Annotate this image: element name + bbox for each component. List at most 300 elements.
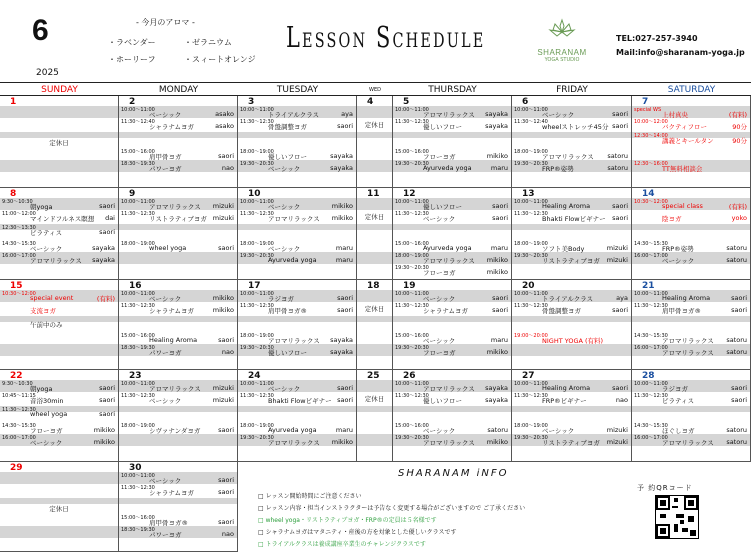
class-name: Healing Aroma [542, 202, 591, 210]
day-header-tuesday: TUESDAY [238, 82, 357, 96]
class-time: 18:00〜19:00 [514, 423, 548, 429]
instructor-name: sayaka [92, 256, 115, 264]
instructor-name: sayaka [485, 396, 508, 404]
day-cell[interactable] [632, 370, 751, 462]
class-entry[interactable] [0, 242, 118, 252]
class-name: ベーシック [149, 477, 182, 485]
qr-label: 予 約QRコード [637, 484, 693, 492]
class-name: アロマリラックス [662, 349, 714, 357]
instructor-name: mikiko [331, 438, 353, 446]
class-time: 11:30〜12:30 [395, 393, 429, 399]
class-entry[interactable] [512, 242, 631, 252]
class-time: 14:30〜15:30 [2, 423, 36, 429]
class-time: 10:00〜11:00 [121, 107, 155, 113]
day-cell[interactable] [393, 188, 512, 280]
date-number: 19 [403, 281, 416, 291]
class-time: 10:00〜11:00 [634, 291, 668, 297]
class-time: 10:00〜11:00 [240, 199, 274, 205]
row-band [357, 434, 392, 446]
day-cell[interactable] [512, 96, 632, 188]
class-entry[interactable] [393, 424, 511, 434]
class-time: 10:00〜11:00 [634, 381, 668, 387]
class-entry[interactable] [238, 436, 356, 446]
class-entry[interactable] [393, 162, 511, 172]
class-time: 10:00〜11:00 [240, 291, 274, 297]
closed-label: 定休日 [364, 213, 385, 221]
row-band [119, 224, 237, 230]
lotus-icon [547, 18, 577, 42]
row-band [357, 290, 392, 302]
day-cell[interactable] [393, 370, 512, 462]
class-entry[interactable] [512, 424, 631, 434]
class-name: Bhakti Flowビギナー [268, 397, 332, 405]
class-entry[interactable] [632, 242, 750, 252]
instructor-name: saori [731, 306, 747, 314]
day-cell[interactable] [0, 370, 119, 462]
logo-name: SHARANAM [537, 48, 587, 57]
day-cell[interactable] [357, 188, 393, 280]
class-time: 11:30〜12:30 [121, 485, 155, 491]
instructor-name: saori [218, 488, 234, 496]
row-band [393, 132, 511, 138]
class-entry[interactable] [238, 346, 356, 356]
instructor-name: saori [99, 228, 115, 236]
day-cell[interactable] [357, 96, 393, 188]
mail-link[interactable]: Mail:info@sharanam-yoga.jp [616, 48, 745, 57]
class-name: ベーシック [268, 245, 301, 253]
class-entry[interactable] [512, 162, 631, 172]
class-entry[interactable] [0, 254, 118, 264]
date-number: 28 [642, 371, 655, 381]
instructor-name: satoru [726, 438, 747, 446]
date-number: 4 [367, 97, 374, 107]
day-cell[interactable] [238, 370, 357, 462]
instructor-name: saori [612, 306, 628, 314]
class-time: 15:00〜16:00 [121, 515, 155, 521]
class-time: 10:00〜11:00 [240, 381, 274, 387]
class-name: ベーシック [542, 427, 575, 435]
class-entry[interactable] [238, 334, 356, 344]
class-entry[interactable] [238, 120, 356, 130]
class-time: 19:30〜20:30 [395, 345, 429, 351]
class-entry[interactable] [393, 346, 511, 356]
row-band [357, 198, 392, 210]
class-time: 18:00〜19:00 [121, 241, 155, 247]
class-time: 10:00〜11:00 [395, 381, 429, 387]
class-entry[interactable] [0, 200, 118, 210]
class-name: マインドフルネス瞑想 [30, 215, 95, 223]
class-time: 15:00〜16:00 [395, 423, 429, 429]
class-entry[interactable] [512, 394, 631, 404]
class-time: 19:30〜20:30 [395, 435, 429, 441]
day-header-sunday: SUNDAY [0, 82, 119, 96]
row-band [357, 224, 392, 230]
class-entry[interactable] [393, 150, 511, 160]
class-entry[interactable] [119, 424, 237, 434]
class-name: ベーシック [423, 427, 456, 435]
row-band [512, 224, 631, 230]
date-number: 25 [367, 371, 380, 381]
class-entry[interactable] [238, 212, 356, 222]
class-name: 優しいフロー [268, 349, 307, 357]
class-entry[interactable] [632, 200, 750, 210]
year: 2025 [36, 68, 59, 78]
class-name: アロマリラックス [30, 257, 82, 265]
class-name: シャラナムヨガ [149, 123, 195, 131]
day-cell[interactable] [632, 280, 751, 370]
class-entry[interactable] [119, 200, 237, 210]
instructor-name: (有料) [728, 203, 747, 211]
class-name: シャラナムヨガ [149, 489, 195, 497]
class-entry[interactable] [119, 382, 237, 392]
class-entry[interactable] [238, 424, 356, 434]
class-entry[interactable] [512, 292, 631, 302]
class-name: パワーヨガ [149, 165, 182, 173]
instructor-name: saori [492, 294, 508, 302]
row-band [0, 472, 118, 484]
class-entry[interactable] [0, 394, 118, 404]
class-entry[interactable] [0, 408, 118, 418]
day-header-monday: MONDAY [119, 82, 238, 96]
class-time: 19:30〜20:30 [395, 161, 429, 167]
day-cell[interactable] [512, 188, 632, 280]
class-name: アロマリラックス [268, 215, 320, 223]
class-time: 16:00〜17:00 [634, 345, 668, 351]
instructor-name: saori [337, 122, 353, 130]
class-name: フローヨガ [30, 427, 63, 435]
class-name: special event [30, 294, 74, 302]
closed-label: 定休日 [364, 395, 385, 403]
class-name: Ayurveda yoga [268, 256, 317, 264]
instructor-name: satoru [487, 426, 508, 434]
class-entry[interactable] [119, 346, 237, 356]
class-entry[interactable] [512, 108, 631, 118]
day-cell[interactable] [238, 188, 357, 280]
class-entry[interactable] [632, 346, 750, 356]
instructor-name: satoru [726, 256, 747, 264]
class-name: Ayurveda yoga [423, 244, 472, 252]
class-name: ベーシック [423, 337, 456, 345]
instructor-name: maru [335, 244, 353, 252]
class-name: ベーシック [30, 439, 63, 447]
class-time: 11:30〜12:30 [240, 393, 274, 399]
date-number: 8 [10, 189, 17, 199]
class-entry[interactable] [238, 200, 356, 210]
class-entry[interactable] [393, 266, 511, 276]
date-number: 13 [522, 189, 535, 199]
instructor-name: mizuki [606, 256, 628, 264]
class-entry[interactable] [393, 120, 511, 130]
day-cell[interactable] [119, 280, 238, 370]
class-entry[interactable] [119, 162, 237, 172]
class-entry[interactable] [0, 304, 118, 314]
class-time: 11:30〜12:40 [121, 119, 155, 125]
class-entry[interactable] [632, 382, 750, 392]
day-cell[interactable] [357, 370, 393, 462]
class-entry[interactable] [393, 254, 511, 264]
class-entry[interactable] [632, 134, 750, 144]
row-band [0, 160, 118, 172]
instructor-name: mizuki [212, 396, 234, 404]
day-cell[interactable] [0, 188, 119, 280]
date-number: 20 [522, 281, 535, 291]
class-entry[interactable] [632, 334, 750, 344]
row-band [119, 252, 237, 264]
class-name: 肩甲骨ヨガ® [662, 307, 701, 315]
instructor-name: (有料) [728, 111, 747, 119]
class-entry[interactable] [119, 150, 237, 160]
row-band [357, 406, 392, 412]
class-time: 11:30〜12:30 [121, 393, 155, 399]
class-time: 10:00〜11:00 [514, 107, 548, 113]
class-time: 16:00〜17:00 [634, 435, 668, 441]
instructor-name: sayaka [92, 244, 115, 252]
instructor-name: nao [221, 530, 234, 538]
class-name: ベーシック [149, 295, 182, 303]
class-name: ベーシック [149, 111, 182, 119]
row-band [357, 344, 392, 356]
class-name: アロマリラックス [149, 203, 201, 211]
class-entry[interactable] [238, 254, 356, 264]
info-line: □ レッスン開始時間にご注意ください [258, 493, 362, 500]
day-cell[interactable] [393, 280, 512, 370]
row-band [357, 316, 392, 322]
aroma-item: ・ゼラニウム [184, 38, 232, 47]
class-name: アロマリラックス [662, 337, 714, 345]
class-time: 10:00〜11:00 [121, 291, 155, 297]
class-entry[interactable] [512, 304, 631, 314]
class-entry[interactable] [119, 474, 237, 484]
instructor-name: satoru [726, 244, 747, 252]
instructor-name: saori [731, 294, 747, 302]
class-time: 16:00〜17:00 [634, 253, 668, 259]
class-time: 11:30〜12:30 [121, 211, 155, 217]
instructor-name: satoru [607, 152, 628, 160]
class-name: ベーシック [149, 397, 182, 405]
class-entry[interactable] [0, 212, 118, 222]
row-band [238, 132, 356, 138]
class-entry[interactable] [512, 382, 631, 392]
instructor-name: mizuki [212, 384, 234, 392]
instructor-name: nao [221, 164, 234, 172]
class-entry[interactable] [632, 120, 750, 130]
class-entry[interactable] [0, 226, 118, 236]
class-time: 10:00〜11:00 [121, 199, 155, 205]
class-entry[interactable] [238, 108, 356, 118]
class-entry[interactable] [238, 162, 356, 172]
instructor-name: mikiko [93, 438, 115, 446]
day-cell[interactable] [238, 280, 357, 370]
class-time: 11:30〜12:30 [514, 303, 548, 309]
class-entry[interactable] [632, 394, 750, 404]
class-entry[interactable] [0, 292, 118, 302]
instructor-name: saori [337, 384, 353, 392]
row-band [512, 316, 631, 322]
class-time: 12:30〜14:00 [634, 133, 668, 139]
class-time: 16:00〜17:00 [2, 435, 36, 441]
class-name: アロマリラックス [423, 111, 475, 119]
class-entry[interactable] [393, 382, 511, 392]
class-name: フローヨガ [423, 269, 456, 277]
instructor-name: mizuki [212, 214, 234, 222]
class-time: 15:00〜16:00 [121, 149, 155, 155]
instructor-name: saori [612, 214, 628, 222]
class-entry[interactable] [512, 150, 631, 160]
class-entry[interactable] [238, 292, 356, 302]
class-name: アロマリラックス [268, 337, 320, 345]
class-time: 11:30〜12:30 [395, 119, 429, 125]
date-number: 23 [129, 371, 142, 381]
class-entry[interactable] [0, 424, 118, 434]
class-name: wheel yoga [149, 244, 187, 252]
class-name: 上村真央 [662, 111, 688, 119]
class-entry[interactable] [632, 162, 750, 172]
instructor-name: saori [337, 306, 353, 314]
date-number: 18 [367, 281, 380, 291]
class-entry[interactable] [119, 394, 237, 404]
class-name: 朝yoga [30, 385, 53, 393]
class-entry[interactable] [119, 528, 237, 538]
class-entry[interactable] [393, 292, 511, 302]
class-entry[interactable] [238, 304, 356, 314]
instructor-name: saori [492, 306, 508, 314]
day-cell[interactable] [393, 96, 512, 188]
class-entry[interactable] [119, 334, 237, 344]
class-entry[interactable] [119, 242, 237, 252]
class-entry[interactable] [632, 212, 750, 222]
date-number: 14 [642, 189, 655, 199]
class-time: 12:30〜16:00 [634, 161, 668, 167]
instructor-name: mizuki [606, 438, 628, 446]
class-entry[interactable] [119, 212, 237, 222]
class-name: 肩甲骨ヨガ [149, 153, 182, 161]
class-entry[interactable] [393, 108, 511, 118]
class-entry[interactable] [393, 212, 511, 222]
day-cell[interactable] [0, 96, 119, 188]
date-number: 22 [10, 371, 23, 381]
instructor-name: sayaka [485, 122, 508, 130]
instructor-name: mizuki [212, 202, 234, 210]
class-entry[interactable] [119, 516, 237, 526]
class-entry[interactable] [0, 382, 118, 392]
class-name: TT無料相談会 [662, 165, 703, 173]
day-cell[interactable] [0, 462, 119, 552]
instructor-name: 90分 [732, 123, 747, 131]
class-entry[interactable] [119, 304, 237, 314]
class-entry[interactable] [393, 200, 511, 210]
instructor-name: saori [612, 122, 628, 130]
class-entry[interactable] [238, 242, 356, 252]
class-time: 19:30〜20:30 [240, 435, 274, 441]
class-entry[interactable] [632, 254, 750, 264]
qr-code-icon[interactable] [655, 495, 699, 539]
class-entry[interactable] [512, 200, 631, 210]
row-band [0, 526, 118, 538]
class-entry[interactable] [393, 334, 511, 344]
class-time: 10:00〜11:00 [121, 473, 155, 479]
day-cell[interactable] [119, 96, 238, 188]
class-entry[interactable] [512, 120, 631, 130]
class-entry[interactable] [393, 304, 511, 314]
class-entry[interactable] [393, 242, 511, 252]
closed-label: 定休日 [49, 139, 69, 147]
instructor-name: satoru [607, 164, 628, 172]
instructor-name: maru [490, 244, 508, 252]
day-cell[interactable] [632, 96, 751, 188]
class-entry[interactable] [512, 254, 631, 264]
class-entry[interactable] [119, 120, 237, 130]
class-time: 11:30〜12:30 [514, 211, 548, 217]
day-cell[interactable] [357, 280, 393, 370]
day-cell[interactable] [632, 188, 751, 280]
class-time: 14:30〜15:30 [634, 333, 668, 339]
class-name: Healing Aroma [662, 294, 711, 302]
instructor-name: (有料) [96, 295, 115, 303]
day-cell[interactable] [119, 462, 238, 552]
instructor-name: saori [612, 202, 628, 210]
class-name: ベーシック [268, 385, 301, 393]
instructor-name: asako [215, 110, 234, 118]
class-entry[interactable] [393, 436, 511, 446]
class-name: 骨盤調整ヨガ [268, 123, 307, 131]
class-entry[interactable] [632, 304, 750, 314]
day-cell[interactable] [238, 96, 357, 188]
date-number: 3 [248, 97, 255, 107]
class-entry[interactable] [238, 382, 356, 392]
class-name: パワーヨガ [149, 349, 182, 357]
class-entry[interactable] [512, 334, 631, 344]
class-entry[interactable] [632, 424, 750, 434]
day-cell[interactable] [0, 280, 119, 370]
class-time: 15:00〜16:00 [395, 241, 429, 247]
class-entry[interactable] [0, 436, 118, 446]
date-number: 27 [522, 371, 535, 381]
class-entry[interactable] [119, 486, 237, 496]
class-entry[interactable] [238, 150, 356, 160]
class-time: special WS [634, 107, 662, 113]
class-time: 10:00〜11:00 [395, 107, 429, 113]
instructor-name: asako [215, 122, 234, 130]
class-name: アロマリラックス [149, 385, 201, 393]
instructor-name: saori [99, 410, 115, 418]
class-time: 19:30〜20:30 [240, 345, 274, 351]
class-entry[interactable] [512, 436, 631, 446]
row-band [632, 224, 750, 230]
class-time: 18:00〜19:00 [240, 149, 274, 155]
instructor-name: saori [337, 294, 353, 302]
row-band [393, 316, 511, 322]
day-cell[interactable] [512, 280, 632, 370]
class-entry[interactable] [119, 292, 237, 302]
class-name: 講義とキールタン [662, 137, 714, 145]
class-entry[interactable] [119, 108, 237, 118]
aroma-item: ・ラベンダー [108, 38, 156, 47]
date-number: 2 [129, 97, 136, 107]
class-time: 11:30〜12:30 [240, 303, 274, 309]
day-cell[interactable] [512, 370, 632, 462]
day-cell[interactable] [119, 188, 238, 280]
class-entry[interactable] [632, 108, 750, 118]
class-entry[interactable] [632, 292, 750, 302]
date-number: 7 [642, 97, 649, 107]
class-entry[interactable] [632, 436, 750, 446]
day-cell[interactable] [119, 370, 238, 462]
class-entry[interactable] [393, 394, 511, 404]
instructor-name: nao [221, 348, 234, 356]
class-entry[interactable] [0, 318, 118, 328]
class-entry[interactable] [512, 212, 631, 222]
class-entry[interactable] [238, 394, 356, 404]
